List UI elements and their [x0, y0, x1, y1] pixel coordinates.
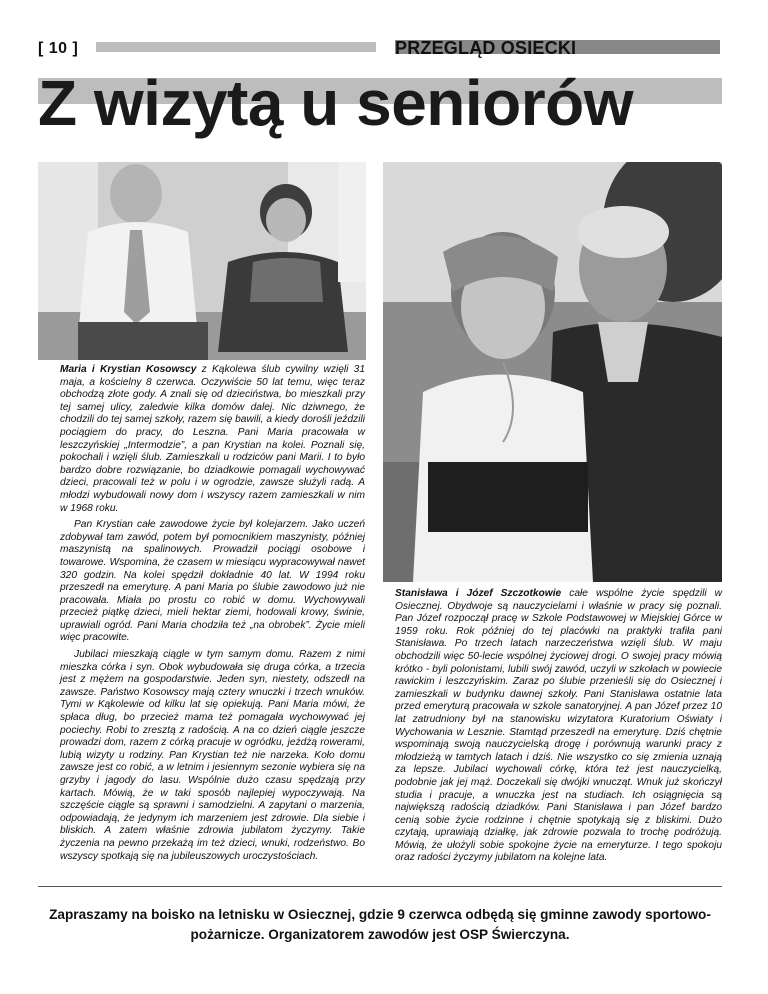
article-left-column	[60, 364, 365, 867]
article-title: Z wizytą u seniorów	[38, 67, 634, 139]
paragraph	[395, 588, 722, 865]
photo-kosowscy	[38, 162, 366, 360]
couple-names: Stanisława i Józef Szczotkowie	[395, 588, 562, 599]
divider	[38, 886, 722, 887]
article-right-column	[395, 588, 722, 869]
paragraph	[60, 364, 365, 515]
header-bar-left	[96, 42, 376, 52]
section-title: PRZEGLĄD OSIECKI	[395, 38, 577, 58]
paragraph: Pan Krystian całe zawodowe życie był kolejarzem. Jako uczeń zdobywał tam zawód, potem był pomocnikiem maszynisty, później maszynistą na spalinowych. Prowadził pociągi osobowe i towarowe. Wspomina, że czasem w miesiącu wypracowywał nawet 320 godzin. Na kolei spędził dokładnie 40 lat. W 1994 roku przeszedł na emeryturę. A pani Maria po ślubie zawodowo już nie pracowała. Miała po prostu co robić w domu. Wychowywali przecież piątkę dzieci, mieli hektar ziemi, hodowali krowy, świnie, uprawiali ogród. Pani Maria chodziła też „na obrobek”. Życie mieli więc pracowite.	[60, 519, 365, 644]
couple-names: Maria i Krystian Kosowscy	[60, 364, 197, 375]
photo-szczotkowie	[383, 162, 722, 582]
page-number: [ 10 ]	[38, 40, 79, 57]
announcement: Zapraszamy na boisko na letnisku w Osiecznej, gdzie 9 czerwca odbędą się gminne zawody sportowo-pożarnicze. Organizatorem zawodów jest OSP Świerczyna.	[49, 907, 711, 942]
paragraph-text: z Kąkolewa ślub cywilny wzięli 31 maja, a kościelny 8 czerwca. Oczywiście 50 lat temu, więc teraz obchodzą złote gody. A znali się od dzieciństwa, bo mieszkali przy tej samej ulicy, zaledwie kilka domów dalej. Nic dziwnego, że chodzili do tej samej szkoły, razem się bawili, a kiedy dorośli jeździli pociągiem do pracy, do Leszna. Pani Maria pracowała w leszczyńskiej „Intermodzie”, a pan Krystian na kolei. Poznali się, pokochali i wzięli ślub. Zamieszkali u rodziców pani Marii. I to było bardzo dobre rozwiązanie, bo dziadkowie pomagali wychowywać dzieci, pracowali też w polu i w ogrodzie, zawsze służyli radą. A młodzi wybudowali nowy dom i wszyscy razem zamieszkali w nim w 1968 roku.	[60, 364, 365, 514]
paragraph: Jubilaci mieszkają ciągle w tym samym domu. Razem z nimi mieszka córka i syn. Obok wybudowała się druga córka, a trzecia jest z mężem na gospodarstwie. Jeden syn, niestety, odszedł na zawsze. Państwo Kosowscy mają cztery wnuczki i trzech wnuków. Tymi w Kąkolewie od kilku lat się opiekują. Pani Maria mówi, że spłaca dług, bo przecież mama też pomagała wychowywać jej pociechy. Robi to zresztą z radością. A na co dzień ciągle jeszcze prowadzi dom, razem z córką pracuje w ogródku, jeżdżą rowerami, lubią wizyty u rodziny. Pan Krystian też nie narzeka. Koło domu zawsze jest co robić, a w letnim i jesiennym sezonie wybiera się na grzyby i jagody do lasu. Wspólnie dużo czasu spędzają przy kartach. Mówią, że w taki sposób najlepiej wypoczywają. Na szczęście ciągle są sprawni i samodzielni. A zapytani o marzenia, odpowiadają, że jedynym ich marzeniem jest zdrowie. Dla siebie i bliskich. A zatem właśnie zdrowia jubilatom życzymy. Takie życzenia na pewno przekażą im też dzieci, wnuki, rodzeństwo. Bo wszyscy spotkają się na jubileuszowych uroczystościach.	[60, 649, 365, 862]
paragraph-text: całe wspólne życie spędzili w Osiecznej. Obydwoje są nauczycielami i właśnie w pracy się poznali. Pan Józef rozpoczął pracę w Szkole Podstawowej w Miejskiej Górce w 1959 roku. Rok później do tej placówki na praktyki trafiła pani Stanisława. Po trzech latach narzeczeństwa wzięli ślub. W maju obchodzili więc 50-lecie wspólnej życiowej drogi. O swojej pracy mówią krótko - byli polonistami, lubili swój zawód, uczyli w szkołach w powiecie rawickim i leszczyńskim. Zaraz po ślubie przenieśli się do Osiecznej i zamieszkali w budynku dawnej szkoły. Pani Stanisława ostatnie lata przed emeryturą pracowała w szkole sanatoryjnej. A pan Józef przez 10 lat zatrudniony był na stanowisku wizytatora Kuratorium Oświaty i Wychowania w Lesznie. Stamtąd przeszedł na emeryturę. Dziś chętnie wspominają swoją nauczycielską drogę i porównują warunki pracy z młodzieżą w tamtych latach i dziś. Nie wszystko co się zmienia uznają za lepsze. Jubilaci wychowali córkę, która też jest nauczycielką, podobnie jak jej mąż. Doczekali się dwójki wnucząt. Wnuk już skończył studia i pracuje, a wnuczka jest na studiach. Ich osiągnięcia są największą radością dziadków. Pani Stanisława i pan Józef bardzo cenią sobie życie rodzinne i chętnie spotykają się z bliskimi. Dużo czytają, uprawiają działkę, jak zdrowie pozwala to trochę podróżują. Mówią, że ułożyli sobie spokojne życie na emeryturze. I tego spokoju oraz radości życzymy jubilatom na kolejne lata.	[395, 588, 722, 864]
